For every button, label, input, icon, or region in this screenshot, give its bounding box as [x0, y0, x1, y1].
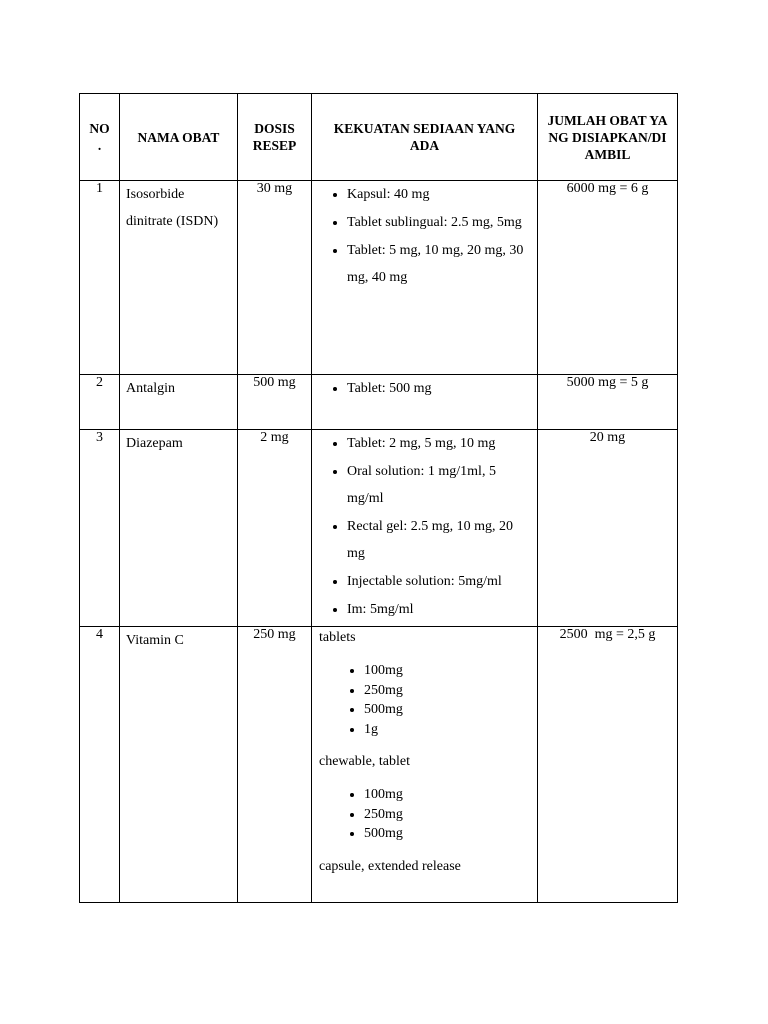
list-item: • 250mg — [364, 805, 531, 825]
list-item: • 500mg — [364, 824, 531, 844]
list-item: • 1g — [364, 720, 531, 740]
cell-strength — [312, 430, 538, 627]
cell-dose: 30 mg — [238, 181, 312, 375]
cell-no: 1 — [80, 181, 120, 375]
list-item: • 100mg — [364, 785, 531, 805]
strength-list — [319, 785, 531, 844]
list-item: • Oral solution: 1 mg/1ml, 5 mg/ml — [347, 458, 531, 512]
strength-list — [318, 375, 531, 402]
strength-list — [318, 181, 531, 291]
list-item: • Tablet sublingual: 2.5 mg, 5mg — [347, 209, 531, 236]
cell-dose: 2 mg — [238, 430, 312, 627]
group-title: chewable, tablet — [319, 754, 410, 769]
cell-strength — [312, 181, 538, 375]
cell-total: 2500 mg = 2,5 g — [538, 627, 678, 903]
list-item: • Kapsul: 40 mg — [347, 181, 531, 208]
cell-strength — [312, 627, 538, 903]
cell-total: 5000 mg = 5 g — [538, 375, 678, 430]
list-item: • Tablet: 2 mg, 5 mg, 10 mg — [347, 430, 531, 457]
list-item: • Tablet: 500 mg — [347, 375, 531, 402]
cell-dose: 500 mg — [238, 375, 312, 430]
header-no: NO . — [80, 94, 120, 181]
list-item: • Tablet: 5 mg, 10 mg, 20 mg, 30 mg, 40 mg — [347, 237, 531, 291]
strength-list — [319, 661, 531, 739]
cell-name: Vitamin C — [120, 627, 238, 903]
cell-total: 6000 mg = 6 g — [538, 181, 678, 375]
cell-strength — [312, 375, 538, 430]
list-item: • 100mg — [364, 661, 531, 681]
header-name: NAMA OBAT — [120, 94, 238, 181]
cell-name: Isosorbide dinitrate (ISDN) — [120, 181, 238, 375]
table-row — [80, 181, 678, 375]
cell-total: 20 mg — [538, 430, 678, 627]
header-strength: KEKUATAN SEDIAAN YANG ADA — [312, 94, 538, 181]
table-row — [80, 627, 678, 903]
drug-table — [79, 93, 678, 903]
list-item: • 500mg — [364, 700, 531, 720]
cell-name: Diazepam — [120, 430, 238, 627]
header-total: JUMLAH OBAT YANG DISIAPKAN/DIAMBIL — [538, 94, 678, 181]
cell-name: Antalgin — [120, 375, 238, 430]
header-row — [80, 94, 678, 181]
group-title: capsule, extended release — [319, 858, 461, 874]
group-title: tablets — [319, 630, 356, 645]
list-item: • Im: 5mg/ml — [347, 596, 531, 623]
strength-list — [318, 430, 531, 623]
cell-no: 4 — [80, 627, 120, 903]
table-row — [80, 430, 678, 627]
list-item: • Rectal gel: 2.5 mg, 10 mg, 20 mg — [347, 513, 531, 567]
table-row — [80, 375, 678, 430]
cell-no: 3 — [80, 430, 120, 627]
cell-no: 2 — [80, 375, 120, 430]
cell-dose: 250 mg — [238, 627, 312, 903]
list-item: • 250mg — [364, 681, 531, 701]
list-item: • Injectable solution: 5mg/ml — [347, 568, 531, 595]
header-dose: DOSIS RESEP — [238, 94, 312, 181]
